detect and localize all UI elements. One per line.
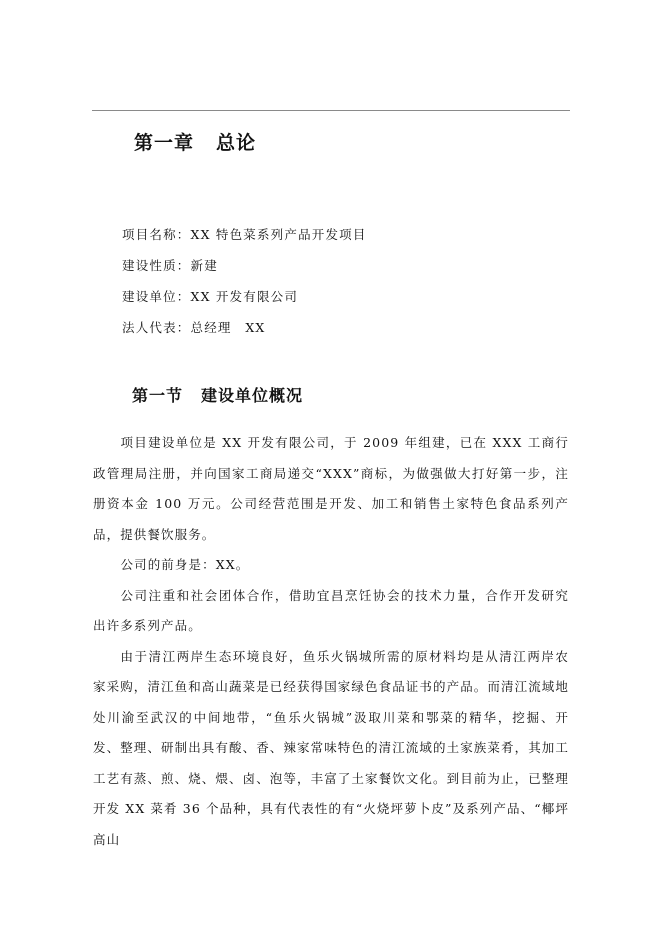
chapter-label: 第一章	[134, 132, 195, 154]
info-label: 建设单位：	[122, 289, 191, 304]
info-value: 新建	[190, 258, 218, 273]
project-info	[122, 219, 367, 343]
info-value: 总经理 XX	[190, 320, 266, 335]
info-value: XX 开发有限公司	[190, 289, 299, 304]
legal-representative-line	[122, 312, 367, 343]
info-label: 项目名称：	[122, 227, 191, 242]
paragraph: 由于清江两岸生态环境良好，鱼乐火锅城所需的原材料均是从清江两岸农家采购，清江鱼和高山蔬菜是已经获得国家绿色食品证书的产品。而清江流域地处川渝至武汉的中间地带，“鱼乐火锅城”汲取川菜和鄂菜的精华，挖掘、开发、整理、研制出具有酸、香、辣家常味特色的清江流域的土家族菜肴，其加工工艺有蒸、煎、烧、煨、卤、泡等，丰富了土家餐饮文化。到目前为止，已整理开发 XX 菜肴 36 个品种，具有代表性的有“火烧坪萝卜皮”及系列产品、“椰坪高山	[93, 648, 570, 847]
section-heading: 建设单位概况	[201, 386, 304, 405]
paragraph: 公司的前身是：XX。	[120, 557, 250, 572]
project-name-line	[122, 219, 367, 250]
chapter-heading: 总论	[216, 132, 257, 154]
construction-type-line	[122, 250, 367, 281]
section-body	[93, 428, 569, 855]
construction-unit-line	[122, 281, 367, 312]
chapter-title	[134, 128, 256, 155]
info-label: 建设性质：	[122, 258, 191, 273]
info-label: 法人代表：	[122, 320, 191, 335]
section-label: 第一节	[132, 386, 184, 405]
header-rule	[92, 110, 570, 111]
paragraph: 公司注重和社会团体合作，借助宜昌烹饪协会的技术力量，合作开发研究出许多系列产品。	[93, 587, 569, 633]
section-title	[132, 383, 303, 406]
info-value: XX 特色菜系列产品开发项目	[190, 227, 367, 242]
paragraph: 项目建设单位是 XX 开发有限公司，于 2009 年组建，已在 XXX 工商行政管理局注册，并向国家工商局递交“XXX”商标，为做强做大打好第一步，注册资本金 100 万元。公司经营范围是开发、加工和销售土家特色食品系列产品，提供餐饮服务。	[93, 435, 569, 542]
